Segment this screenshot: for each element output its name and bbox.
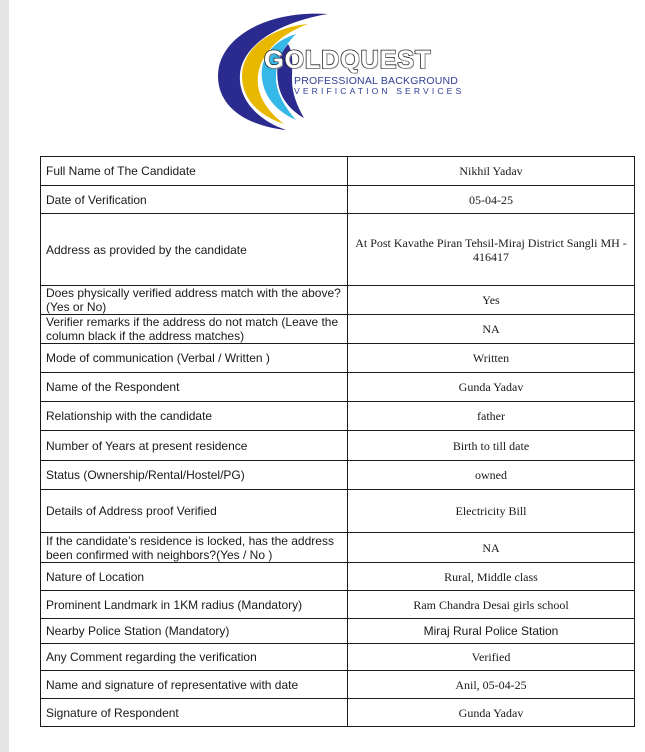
table-row xyxy=(41,431,635,461)
row-label: Any Comment regarding the verification xyxy=(41,644,348,671)
table-row xyxy=(41,315,635,344)
table-row xyxy=(41,214,635,286)
row-label: Details of Address proof Verified xyxy=(41,490,348,533)
row-value: Yes xyxy=(348,286,635,315)
table-row xyxy=(41,157,635,186)
row-label: Relationship with the candidate xyxy=(41,402,348,431)
logo-tagline-line2: VERIFICATION SERVICES xyxy=(294,86,465,96)
row-label: Full Name of The Candidate xyxy=(41,157,348,186)
table-row xyxy=(41,699,635,727)
row-value: Gunda Yadav xyxy=(348,699,635,727)
table-row xyxy=(41,591,635,619)
row-value: Ram Chandra Desai girls school xyxy=(348,591,635,619)
row-label: Does physically verified address match with the above? (Yes or No) xyxy=(41,286,348,315)
row-label: Date of Verification xyxy=(41,186,348,214)
row-label: Name of the Respondent xyxy=(41,373,348,402)
row-label: Name and signature of representative with date xyxy=(41,671,348,699)
table-row xyxy=(41,286,635,315)
row-label: Nearby Police Station (Mandatory) xyxy=(41,619,348,644)
row-value: Anil, 05-04-25 xyxy=(348,671,635,699)
goldquest-logo xyxy=(208,8,473,134)
row-value: 05-04-25 xyxy=(348,186,635,214)
table-row xyxy=(41,373,635,402)
row-label: Prominent Landmark in 1KM radius (Mandatory) xyxy=(41,591,348,619)
row-label: Status (Ownership/Rental/Hostel/PG) xyxy=(41,461,348,490)
logo-wordmark: GOLDQUEST xyxy=(264,46,432,74)
row-value: Gunda Yadav xyxy=(348,373,635,402)
table-row xyxy=(41,563,635,591)
row-label: Nature of Location xyxy=(41,563,348,591)
logo-tagline-line1: PROFESSIONAL BACKGROUND xyxy=(294,75,459,87)
row-value: Electricity Bill xyxy=(348,490,635,533)
row-value: Nikhil Yadav xyxy=(348,157,635,186)
row-value: Birth to till date xyxy=(348,431,635,461)
row-value: At Post Kavathe Piran Tehsil-Miraj District Sangli MH - 416417 xyxy=(348,214,635,286)
row-value: owned xyxy=(348,461,635,490)
table-row xyxy=(41,344,635,373)
row-label: Verifier remarks if the address do not match (Leave the column black if the address matches) xyxy=(41,315,348,344)
table-row xyxy=(41,186,635,214)
table-row xyxy=(41,402,635,431)
row-value: Verified xyxy=(348,644,635,671)
table-row xyxy=(41,461,635,490)
page-left-margin xyxy=(0,0,9,752)
row-label: Address as provided by the candidate xyxy=(41,214,348,286)
row-value: Rural, Middle class xyxy=(348,563,635,591)
table-row xyxy=(41,619,635,644)
table-row xyxy=(41,671,635,699)
table-row xyxy=(41,644,635,671)
row-value: NA xyxy=(348,315,635,344)
row-label: Signature of Respondent xyxy=(41,699,348,727)
row-value: NA xyxy=(348,533,635,563)
table-row xyxy=(41,533,635,563)
row-label: If the candidate’s residence is locked, has the address been confirmed with neighbors?(Yes / No ) xyxy=(41,533,348,563)
verification-form-table xyxy=(40,156,635,727)
row-value: Written xyxy=(348,344,635,373)
row-value: Miraj Rural Police Station xyxy=(348,619,635,644)
row-value: father xyxy=(348,402,635,431)
table-row xyxy=(41,490,635,533)
row-label: Number of Years at present residence xyxy=(41,431,348,461)
row-label: Mode of communication (Verbal / Written ) xyxy=(41,344,348,373)
